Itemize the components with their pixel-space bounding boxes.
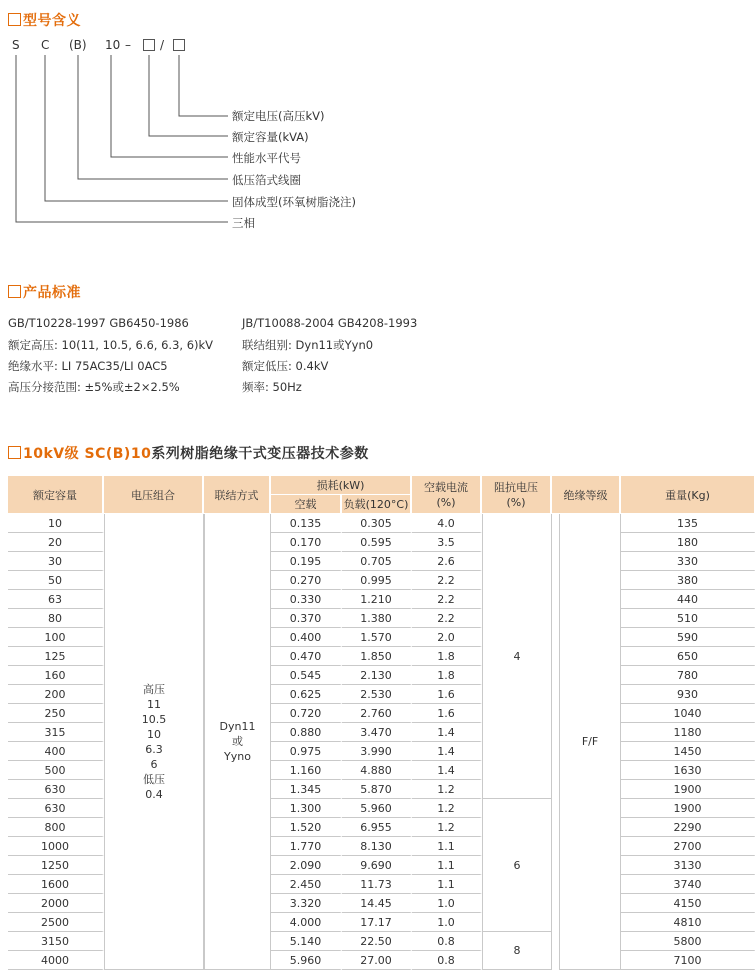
code-slash: / — [160, 38, 165, 52]
code-dash: – — [125, 38, 131, 52]
cell-noload-current: 1.2 — [412, 799, 482, 818]
standard-left-4: 高压分接范围: ±5%或±2×2.5% — [8, 380, 180, 394]
cell-noload-loss: 5.140 — [271, 932, 342, 951]
cell-noload-current: 1.8 — [412, 666, 482, 685]
cell-weight: 180 — [621, 533, 755, 552]
standard-right-1: JB/T10088-2004 GB4208-1993 — [242, 316, 418, 330]
cell-noload-loss: 0.470 — [271, 647, 342, 666]
cell-load-loss: 14.45 — [342, 894, 412, 913]
cell-voltage-combo-line-6: 低压 — [143, 772, 165, 786]
header-current-line2: (%) — [436, 495, 456, 509]
model-code-leader-lines — [0, 0, 755, 240]
cell-capacity: 50 — [8, 571, 104, 590]
cell-weight: 650 — [621, 647, 755, 666]
cell-noload-current: 1.4 — [412, 742, 482, 761]
cell-load-loss: 2.760 — [342, 704, 412, 723]
label-rated-voltage: 额定电压(高压kV) — [232, 109, 325, 123]
header-current-line1: 空载电流 — [424, 480, 468, 494]
cell-load-loss: 22.50 — [342, 932, 412, 951]
cell-noload-current: 2.6 — [412, 552, 482, 571]
cell-load-loss: 1.380 — [342, 609, 412, 628]
cell-impedance: 4 — [482, 514, 552, 799]
standard-left-1: GB/T10228-1997 GB6450-1986 — [8, 316, 189, 330]
cell-gutter — [552, 514, 559, 970]
cell-load-loss: 1.570 — [342, 628, 412, 647]
cell-capacity: 630 — [8, 799, 104, 818]
cell-noload-current: 1.1 — [412, 875, 482, 894]
cell-load-loss: 1.210 — [342, 590, 412, 609]
cell-capacity: 1000 — [8, 837, 104, 856]
header-connection: 联结方式 — [204, 476, 271, 514]
cell-capacity: 4000 — [8, 951, 104, 970]
cell-noload-loss: 0.545 — [271, 666, 342, 685]
header-noload: 空载 — [271, 495, 342, 514]
code-b: (B) — [69, 38, 87, 52]
cell-noload-current: 1.6 — [412, 685, 482, 704]
cell-capacity: 1600 — [8, 875, 104, 894]
cell-voltage-combo-line-2: 10.5 — [141, 712, 167, 726]
header-impedance-line2: (%) — [506, 495, 526, 509]
cell-capacity: 500 — [8, 761, 104, 780]
cell-capacity: 2000 — [8, 894, 104, 913]
cell-noload-current: 1.0 — [412, 913, 482, 932]
cell-voltage-combo-line-1: 11 — [147, 697, 161, 711]
cell-load-loss: 9.690 — [342, 856, 412, 875]
cell-noload-current: 2.2 — [412, 571, 482, 590]
cell-weight: 1630 — [621, 761, 755, 780]
cell-weight: 1450 — [621, 742, 755, 761]
cell-load-loss: 3.470 — [342, 723, 412, 742]
cell-load-loss: 0.305 — [342, 514, 412, 533]
cell-weight: 930 — [621, 685, 755, 704]
cell-noload-current: 1.2 — [412, 818, 482, 837]
header-loss: 损耗(kW) — [271, 476, 412, 495]
cell-weight: 590 — [621, 628, 755, 647]
standard-right-2: 联结组别: Dyn11或Yyn0 — [242, 338, 374, 352]
label-foil-coil: 低压箔式线圈 — [232, 173, 301, 187]
header-capacity: 额定容量 — [8, 476, 104, 514]
cell-load-loss: 0.705 — [342, 552, 412, 571]
model-meaning-title-text: 型号含义 — [23, 13, 81, 29]
cell-noload-loss: 1.300 — [271, 799, 342, 818]
cell-noload-current: 4.0 — [412, 514, 482, 533]
code-s: S — [12, 38, 20, 52]
cell-weight: 2700 — [621, 837, 755, 856]
cell-voltage-combo-line-4: 6.3 — [145, 742, 163, 756]
cell-noload-current: 0.8 — [412, 932, 482, 951]
standard-left-3: 绝缘水平: LI 75AC35/LI 0AC5 — [8, 359, 168, 373]
header-insulation: 绝缘等级 — [552, 476, 621, 514]
cell-load-loss: 1.850 — [342, 647, 412, 666]
cell-voltage-combo-line-3: 10 — [147, 727, 161, 741]
cell-capacity: 2500 — [8, 913, 104, 932]
cell-load-loss: 2.530 — [342, 685, 412, 704]
cell-load-loss: 6.955 — [342, 818, 412, 837]
cell-capacity: 250 — [8, 704, 104, 723]
cell-weight: 2290 — [621, 818, 755, 837]
cell-noload-current: 1.8 — [412, 647, 482, 666]
cell-noload-loss: 0.400 — [271, 628, 342, 647]
cell-impedance: 8 — [482, 932, 552, 970]
cell-capacity: 80 — [8, 609, 104, 628]
cell-noload-loss: 3.320 — [271, 894, 342, 913]
cell-weight: 1900 — [621, 780, 755, 799]
cell-noload-loss: 0.370 — [271, 609, 342, 628]
cell-noload-loss: 0.975 — [271, 742, 342, 761]
cell-noload-current: 2.0 — [412, 628, 482, 647]
cell-load-loss: 27.00 — [342, 951, 412, 970]
cell-load-loss: 5.870 — [342, 780, 412, 799]
label-performance-code: 性能水平代号 — [232, 151, 301, 165]
cell-load-loss: 4.880 — [342, 761, 412, 780]
cell-weight: 780 — [621, 666, 755, 685]
cell-insulation: F/F — [559, 514, 621, 970]
cell-noload-loss: 0.330 — [271, 590, 342, 609]
cell-noload-loss: 4.000 — [271, 913, 342, 932]
cell-weight: 5800 — [621, 932, 755, 951]
cell-weight: 380 — [621, 571, 755, 590]
standard-right-4: 频率: 50Hz — [242, 380, 302, 394]
cell-noload-current: 2.2 — [412, 590, 482, 609]
checkbox-square-icon — [8, 285, 21, 298]
checkbox-square-icon — [8, 446, 21, 459]
cell-noload-current: 2.2 — [412, 609, 482, 628]
cell-weight: 7100 — [621, 951, 755, 970]
cell-noload-loss: 2.450 — [271, 875, 342, 894]
cell-noload-current: 3.5 — [412, 533, 482, 552]
cell-noload-loss: 0.270 — [271, 571, 342, 590]
cell-load-loss: 8.130 — [342, 837, 412, 856]
cell-capacity: 125 — [8, 647, 104, 666]
cell-noload-current: 0.8 — [412, 951, 482, 970]
cell-weight: 510 — [621, 609, 755, 628]
cell-load-loss: 0.595 — [342, 533, 412, 552]
cell-noload-loss: 1.520 — [271, 818, 342, 837]
cell-connection-line-0: Dyn11 — [219, 720, 256, 733]
cell-load-loss: 17.17 — [342, 913, 412, 932]
product-standard-title — [8, 282, 81, 302]
cell-noload-current: 1.1 — [412, 856, 482, 875]
header-voltage: 电压组合 — [104, 476, 204, 514]
cell-load-loss: 3.990 — [342, 742, 412, 761]
cell-capacity: 400 — [8, 742, 104, 761]
cell-connection-line-2: Yyno — [224, 750, 251, 763]
cell-noload-current: 1.2 — [412, 780, 482, 799]
cell-noload-loss: 0.170 — [271, 533, 342, 552]
cell-weight: 330 — [621, 552, 755, 571]
header-weight: 重量(Kg) — [621, 476, 755, 514]
cell-capacity: 20 — [8, 533, 104, 552]
cell-capacity: 3150 — [8, 932, 104, 951]
header-load: 负载(120°C) — [342, 495, 412, 514]
cell-noload-loss: 1.160 — [271, 761, 342, 780]
cell-capacity: 160 — [8, 666, 104, 685]
params-title-highlight: 10kV级 SC(B)10 — [23, 446, 152, 462]
label-three-phase: 三相 — [232, 216, 255, 230]
cell-voltage-combo — [104, 514, 204, 970]
cell-load-loss: 5.960 — [342, 799, 412, 818]
cell-voltage-combo-line-0: 高压 — [143, 682, 165, 696]
header-impedance — [482, 476, 552, 514]
cell-capacity: 10 — [8, 514, 104, 533]
cell-noload-loss: 0.625 — [271, 685, 342, 704]
label-rated-capacity: 额定容量(kVA) — [232, 130, 309, 144]
cell-noload-current: 1.4 — [412, 761, 482, 780]
cell-noload-current: 1.1 — [412, 837, 482, 856]
cell-capacity: 30 — [8, 552, 104, 571]
standard-left-2: 额定高压: 10(11, 10.5, 6.6, 6.3, 6)kV — [8, 338, 214, 352]
cell-weight: 1900 — [621, 799, 755, 818]
cell-capacity: 1250 — [8, 856, 104, 875]
header-impedance-line1: 阻抗电压 — [494, 480, 538, 494]
table-row — [8, 514, 755, 533]
cell-noload-current: 1.0 — [412, 894, 482, 913]
product-standard-title-text: 产品标准 — [23, 285, 81, 301]
cell-capacity: 630 — [8, 780, 104, 799]
cell-noload-loss: 0.720 — [271, 704, 342, 723]
cell-capacity: 63 — [8, 590, 104, 609]
spec-table — [8, 476, 755, 970]
cell-connection — [204, 514, 271, 970]
cell-noload-current: 1.6 — [412, 704, 482, 723]
code-c: C — [41, 38, 50, 52]
params-title — [8, 443, 369, 463]
cell-capacity: 800 — [8, 818, 104, 837]
cell-weight: 440 — [621, 590, 755, 609]
header-noload-current — [412, 476, 482, 514]
cell-voltage-combo-line-5: 6 — [150, 757, 158, 771]
cell-load-loss: 0.995 — [342, 571, 412, 590]
cell-voltage-combo-line-7: 0.4 — [145, 787, 163, 801]
label-cast-resin: 固体成型(环氧树脂浇注) — [232, 195, 356, 209]
standard-right-3: 额定低压: 0.4kV — [242, 359, 329, 373]
cell-weight: 3740 — [621, 875, 755, 894]
cell-noload-loss: 2.090 — [271, 856, 342, 875]
cell-weight: 4810 — [621, 913, 755, 932]
spec-table-body — [8, 514, 755, 970]
cell-capacity: 100 — [8, 628, 104, 647]
cell-noload-loss: 1.345 — [271, 780, 342, 799]
cell-capacity: 315 — [8, 723, 104, 742]
cell-noload-loss: 0.195 — [271, 552, 342, 571]
cell-noload-current: 1.4 — [412, 723, 482, 742]
cell-noload-loss: 0.880 — [271, 723, 342, 742]
cell-capacity: 200 — [8, 685, 104, 704]
cell-weight: 4150 — [621, 894, 755, 913]
cell-noload-loss: 0.135 — [271, 514, 342, 533]
cell-weight: 135 — [621, 514, 755, 533]
cell-weight: 3130 — [621, 856, 755, 875]
cell-weight: 1040 — [621, 704, 755, 723]
cell-load-loss: 11.73 — [342, 875, 412, 894]
params-title-rest: 系列树脂绝缘干式变压器技术参数 — [151, 446, 369, 462]
cell-connection-line-1: 或 — [232, 735, 243, 748]
cell-weight: 1180 — [621, 723, 755, 742]
code-10: 10 — [105, 38, 121, 52]
cell-noload-loss: 5.960 — [271, 951, 342, 970]
cell-noload-loss: 1.770 — [271, 837, 342, 856]
cell-load-loss: 2.130 — [342, 666, 412, 685]
cell-impedance: 6 — [482, 799, 552, 932]
